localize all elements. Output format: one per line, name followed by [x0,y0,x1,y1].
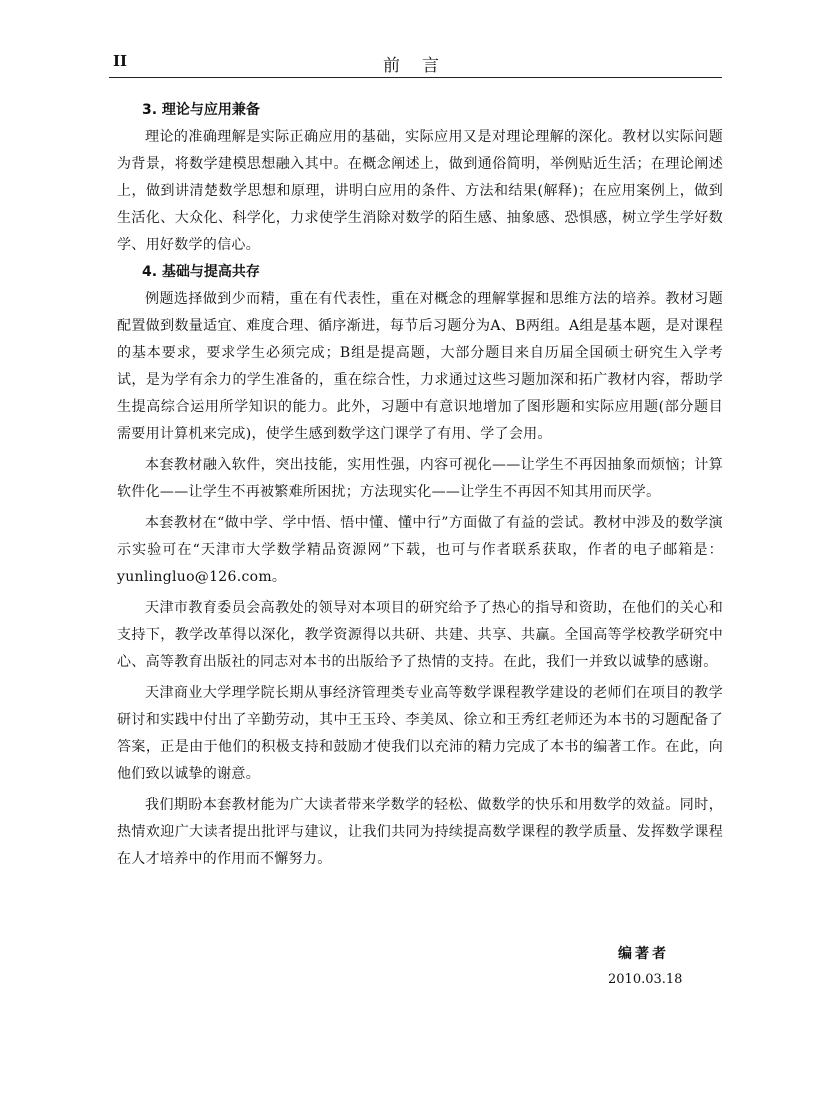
paragraph: 本套教材融入软件，突出技能，实用性强，内容可视化——让学生不再因抽象而烦恼；计算软件化——让学生不再被繁难所困扰；方法现实化——让学生不再因不知其用而厌学。 [117,457,723,500]
body-text [117,97,723,873]
page-title: 前言 [383,56,461,76]
section-heading-4: 4. 基础与提高共存 [142,264,260,280]
signature: 编著者 [618,946,669,962]
paragraph: 理论的准确理解是实际正确应用的基础，实际应用又是对理论理解的深化。教材以实际问题为背景，将数学建模思想融入其中。在概念阐述上，做到通俗简明，举例贴近生活；在理论阐述上，做到讲清楚数学思想和原理，讲明白应用的条件、方法和结果(解释)；在应用案例上，做到生活化、大众化、科学化，力求使学生消除对数学的陌生感、抽象感、恐惧感，树立学生学好数学、用好数学的信心。 [117,129,723,253]
section-heading-3: 3. 理论与应用兼备 [142,102,260,118]
paragraph: 天津商业大学理学院长期从事经济管理类专业高等数学课程教学建设的老师们在项目的教学研讨和实践中付出了辛勤劳动，其中王玉玲、李美凤、徐立和王秀红老师还为本书的习题配备了答案，正是由于他们的积极支持和鼓励才使我们以充沛的精力完成了本书的编著工作。在此，向他们致以诚挚的谢意。 [117,685,723,782]
paragraph: 天津市教育委员会高教处的领导对本项目的研究给予了热心的指导和资助，在他们的关心和支持下，教学改革得以深化，教学资源得以共研、共建、共享、共赢。全国高等学校教学研究中心、高等教育出版社的同志对本书的出版给予了热情的支持。在此，我们一并致以诚挚的感谢。 [117,600,723,670]
header-rule [109,77,722,78]
page-number: II [113,52,128,70]
paragraph: 我们期盼本套教材能为广大读者带来学数学的轻松、做数学的快乐和用数学的效益。同时，热情欢迎广大读者提出批评与建议，让我们共同为持续提高数学课程的教学质量、发挥数学课程在人才培养中的作用而不懈努力。 [117,797,723,867]
paragraph: 本套教材在“做中学、学中悟、悟中懂、懂中行”方面做了有益的尝试。教材中涉及的数学演示实验可在“天津市大学数学精品资源网”下载，也可与作者联系获取，作者的电子邮箱是：yunlingluo@126.com。 [117,515,723,585]
paragraph: 例题选择做到少而精，重在有代表性，重在对概念的理解掌握和思维方法的培养。教材习题配置做到数量适宜、难度合理、循序渐进，每节后习题分为A、B两组。A组是基本题，是对课程的基本要求，要求学生必须完成；B组是提高题，大部分题目来自历届全国硕士研究生入学考试，是为学有余力的学生准备的，重在综合性，力求通过这些习题加深和拓广教材内容，帮助学生提高综合运用所学知识的能力。此外，习题中有意识地增加了图形题和实际应用题(部分题目需要用计算机来完成)，使学生感到数学这门课学了有用、学了会用。 [117,291,723,442]
date: 2010.03.18 [608,972,683,987]
